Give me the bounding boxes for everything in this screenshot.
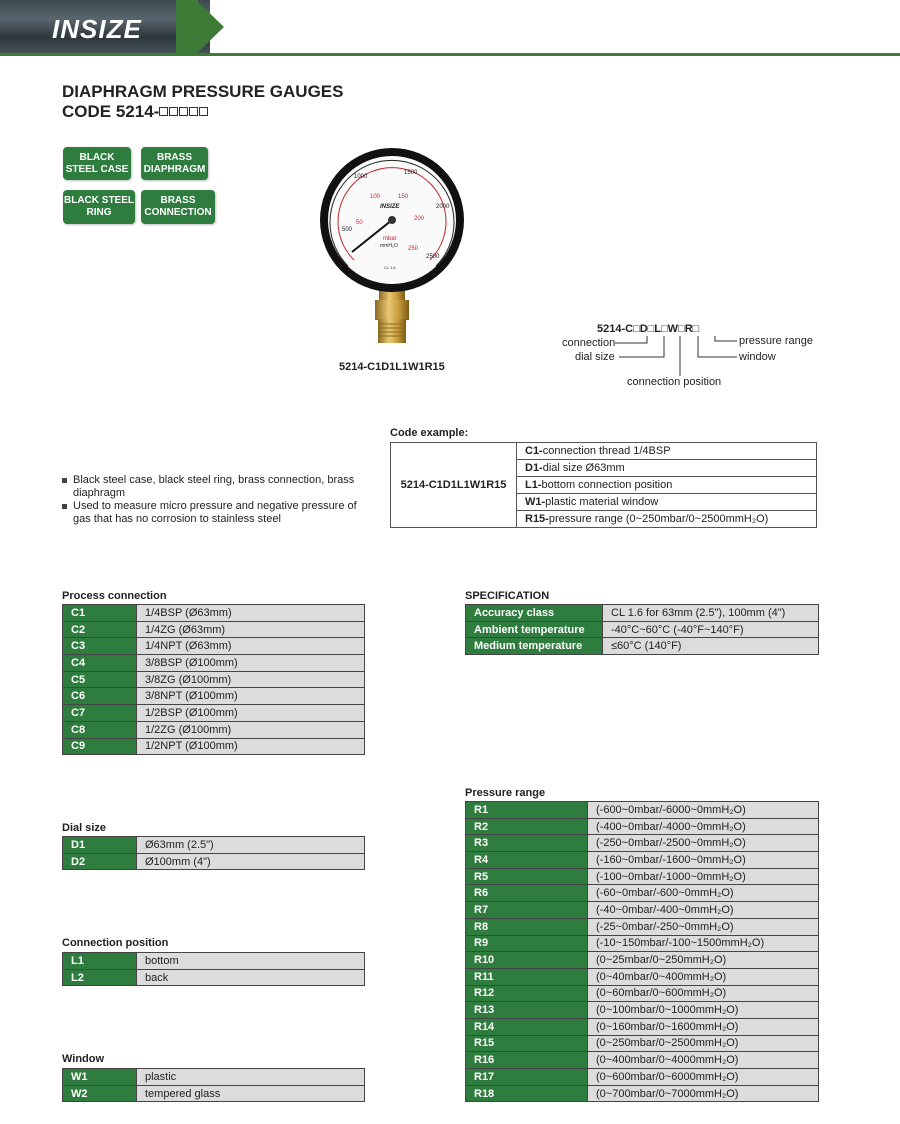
row-code: C2 — [63, 621, 137, 638]
row-value: (0~250mbar/0~2500mmH₂O) — [588, 1035, 819, 1052]
table-row — [466, 952, 819, 969]
row-code: C3 — [63, 638, 137, 655]
feature-badge-diaphragm: BRASS DIAPHRAGM — [141, 147, 208, 180]
row-code: R5 — [466, 868, 588, 885]
row-code: R2 — [466, 818, 588, 835]
row-value: 1/4BSP (Ø63mm) — [137, 605, 365, 622]
process-connection-title: Process connection — [62, 590, 167, 602]
table-row: W1-plastic material window — [391, 494, 817, 511]
header-banner — [0, 0, 900, 56]
table-row — [63, 605, 365, 622]
row-value: Ø100mm (4") — [137, 853, 365, 870]
row-value: plastic — [137, 1069, 365, 1086]
table-row: L1-bottom connection position — [391, 477, 817, 494]
table-row — [63, 655, 365, 672]
row-code: R13 — [466, 1002, 588, 1019]
table-row — [63, 969, 365, 986]
row-code: C5 — [63, 671, 137, 688]
label-connection: connection — [562, 337, 616, 349]
row-code: L1 — [63, 953, 137, 970]
table-row — [63, 638, 365, 655]
row-code: R16 — [466, 1052, 588, 1069]
table-row — [466, 985, 819, 1002]
process-connection-table — [62, 604, 365, 755]
code-example-label: Code example: — [390, 427, 469, 439]
scale-label: 250 — [408, 246, 419, 252]
table-row — [466, 1052, 819, 1069]
window-table — [62, 1068, 365, 1102]
feature-badge-connection: BRASS CONNECTION — [141, 190, 215, 224]
row-value: (-40~0mbar/-400~0mmH₂O) — [588, 902, 819, 919]
row-value: back — [137, 969, 365, 986]
row-code: W1 — [63, 1069, 137, 1086]
table-row — [466, 835, 819, 852]
row-value: 1/4ZG (Ø63mm) — [137, 621, 365, 638]
table-row — [63, 1085, 365, 1102]
row-value: -40°C~60°C (-40°F~140°F) — [603, 621, 819, 638]
row-code: R8 — [466, 918, 588, 935]
window-title: Window — [62, 1053, 105, 1065]
header-divider — [0, 53, 900, 56]
row-value: 3/8NPT (Ø100mm) — [137, 688, 365, 705]
scale-label: 1500 — [404, 170, 418, 176]
gauge-image — [312, 142, 472, 347]
table-row — [63, 705, 365, 722]
table-row — [466, 852, 819, 869]
gauge-unit-mbar: mbar — [383, 236, 397, 242]
code-template: 5214-C□D□L□W□R□ — [597, 323, 700, 335]
row-value: (-10~150mbar/-100~1500mmH₂O) — [588, 935, 819, 952]
table-row: 5214-C1D1L1W1R15 C1-connection thread 1/4BSP — [391, 443, 817, 460]
row-code: D2 — [63, 853, 137, 870]
row-code: R1 — [466, 802, 588, 819]
list-item: Used to measure micro pressure and negative pressure of gas that has no corrosion to stainless steel — [62, 500, 362, 526]
label-window: window — [739, 351, 776, 363]
row-value: (0~700mbar/0~7000mmH₂O) — [588, 1085, 819, 1102]
row-code: R18 — [466, 1085, 588, 1102]
row-value: (-600~0mbar/-6000~0mmH₂O) — [588, 802, 819, 819]
table-row — [63, 721, 365, 738]
row-code: R3 — [466, 835, 588, 852]
table-row — [466, 902, 819, 919]
connection-position-table — [62, 952, 365, 986]
table-row — [63, 621, 365, 638]
row-value: 1/2BSP (Ø100mm) — [137, 705, 365, 722]
pressure-range-title: Pressure range — [465, 787, 546, 799]
table-row: R15-pressure range (0~250mbar/0~2500mmH₂O) — [391, 511, 817, 528]
row-value: (0~600mbar/0~6000mmH₂O) — [588, 1069, 819, 1086]
specification-title: SPECIFICATION — [465, 590, 550, 602]
row-code: C8 — [63, 721, 137, 738]
row-code: R10 — [466, 952, 588, 969]
table-row — [466, 1069, 819, 1086]
title-line2: CODE 5214- — [62, 102, 160, 121]
row-value: (0~40mbar/0~400mmH₂O) — [588, 968, 819, 985]
scale-label: 1000 — [354, 174, 368, 180]
table-row — [466, 605, 819, 622]
row-value: 1/2NPT (Ø100mm) — [137, 738, 365, 755]
gauge-class: CL 1.6 — [384, 265, 396, 270]
row-value: (-25~0mbar/-250~0mmH₂O) — [588, 918, 819, 935]
label-pressure-range: pressure range — [739, 335, 813, 347]
row-value: ≤60°C (140°F) — [603, 638, 819, 655]
feature-badge-case: BLACK STEEL CASE — [63, 147, 131, 180]
scale-label: 2000 — [436, 204, 450, 210]
row-code: W2 — [63, 1085, 137, 1102]
row-value: tempered glass — [137, 1085, 365, 1102]
dial-size-title: Dial size — [62, 822, 107, 834]
row-code: Medium temperature — [466, 638, 603, 655]
feature-badge-ring: BLACK STEEL RING — [63, 190, 135, 224]
table-row — [466, 638, 819, 655]
row-value: CL 1.6 for 63mm (2.5"), 100mm (4") — [603, 605, 819, 622]
row-value: (0~25mbar/0~250mmH₂O) — [588, 952, 819, 969]
row-code: R7 — [466, 902, 588, 919]
table-row — [466, 885, 819, 902]
scale-label: 2500 — [426, 254, 440, 260]
table-row — [63, 953, 365, 970]
scale-label: 200 — [414, 216, 425, 222]
row-code: R15 — [466, 1035, 588, 1052]
scale-label: 100 — [370, 194, 381, 200]
row-code: R6 — [466, 885, 588, 902]
row-value: bottom — [137, 953, 365, 970]
gauge-caption: 5214-C1D1L1W1R15 — [339, 361, 445, 373]
row-code: C6 — [63, 688, 137, 705]
scale-label: 500 — [342, 227, 353, 233]
brand-logo: INSIZE — [52, 14, 142, 44]
row-code: C9 — [63, 738, 137, 755]
row-value: (-100~0mbar/-1000~0mmH₂O) — [588, 868, 819, 885]
row-code: R9 — [466, 935, 588, 952]
scale-label: 150 — [398, 194, 409, 200]
row-value: (0~160mbar/0~1600mmH₂O) — [588, 1018, 819, 1035]
list-item: Black steel case, black steel ring, brass connection, brass diaphragm — [62, 474, 362, 500]
row-value: (-250~0mbar/-2500~0mmH₂O) — [588, 835, 819, 852]
row-code: C7 — [63, 705, 137, 722]
code-example-table — [390, 442, 817, 528]
row-value: (0~400mbar/0~4000mmH₂O) — [588, 1052, 819, 1069]
table-row — [63, 671, 365, 688]
pressure-range-table — [465, 801, 819, 1102]
row-value: Ø63mm (2.5") — [137, 837, 365, 854]
table-row — [466, 1035, 819, 1052]
header-arrow-shape — [196, 0, 224, 54]
label-connection-position: connection position — [627, 376, 722, 388]
row-code: R14 — [466, 1018, 588, 1035]
row-code: R12 — [466, 985, 588, 1002]
page-title — [62, 82, 343, 122]
table-row — [466, 1018, 819, 1035]
row-code: C4 — [63, 655, 137, 672]
table-row — [63, 738, 365, 755]
row-code: D1 — [63, 837, 137, 854]
row-code: R11 — [466, 968, 588, 985]
row-value: (-60~0mbar/-600~0mmH₂O) — [588, 885, 819, 902]
row-code: R4 — [466, 852, 588, 869]
row-code: L2 — [63, 969, 137, 986]
row-value: 3/8ZG (Ø100mm) — [137, 671, 365, 688]
table-row — [63, 853, 365, 870]
table-row — [466, 968, 819, 985]
title-line1: DIAPHRAGM PRESSURE GAUGES — [62, 82, 344, 101]
row-code: R17 — [466, 1069, 588, 1086]
row-code: Ambient temperature — [466, 621, 603, 638]
scale-label: 50 — [356, 220, 363, 226]
feature-list — [62, 474, 362, 526]
label-dial-size: dial size — [575, 351, 615, 363]
specification-table — [465, 604, 819, 655]
row-code: Accuracy class — [466, 605, 603, 622]
table-row — [63, 688, 365, 705]
row-code: C1 — [63, 605, 137, 622]
row-value: 3/8BSP (Ø100mm) — [137, 655, 365, 672]
table-row — [466, 1085, 819, 1102]
row-value: (0~100mbar/0~1000mmH₂O) — [588, 1002, 819, 1019]
table-row — [466, 818, 819, 835]
code-diagram — [555, 318, 825, 398]
table-row — [466, 621, 819, 638]
row-value: 1/2ZG (Ø100mm) — [137, 721, 365, 738]
table-row — [63, 837, 365, 854]
row-value: (-160~0mbar/-1600~0mmH₂O) — [588, 852, 819, 869]
gauge-logo: INSIZE — [380, 204, 400, 210]
table-row — [466, 1002, 819, 1019]
row-value: (-400~0mbar/-4000~0mmH₂O) — [588, 818, 819, 835]
table-row — [466, 868, 819, 885]
table-row — [466, 935, 819, 952]
row-value: (0~60mbar/0~600mmH₂O) — [588, 985, 819, 1002]
table-row — [466, 918, 819, 935]
dial-size-table — [62, 836, 365, 870]
table-row — [466, 802, 819, 819]
connection-position-title: Connection position — [62, 937, 169, 949]
gauge-unit-mmh2o: mmH₂O — [380, 243, 398, 249]
table-row: D1-dial size Ø63mm — [391, 460, 817, 477]
table-row — [63, 1069, 365, 1086]
row-value: 1/4NPT (Ø63mm) — [137, 638, 365, 655]
code-example-code: 5214-C1D1L1W1R15 — [391, 443, 517, 528]
